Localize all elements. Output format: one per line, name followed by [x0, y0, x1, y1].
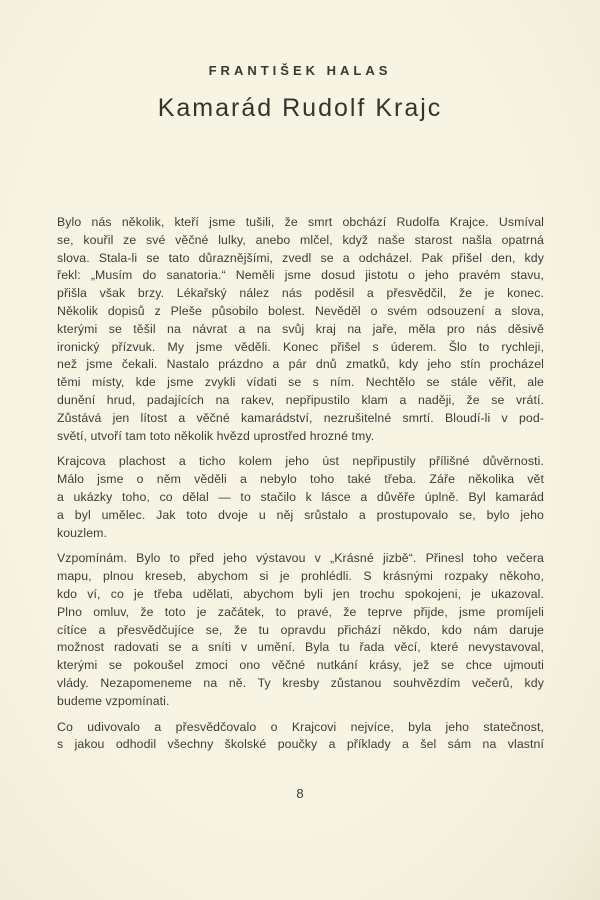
text-line: dunění hrud, padajících na rakev, nepřipustilo klam a naději, že se vrátí.: [57, 392, 544, 407]
text-line: Zůstává jen lítost a věčné kamarádství, nezrušitelné smrtí. Bloudí-li v pod-: [57, 410, 544, 425]
text-line: Několik dopisů z Pleše působilo bolest. Nevěděl o svém odsouzení a slova,: [57, 303, 544, 318]
text-line: a byl umělec. Jak toto dvoje u něj srůstalo a prostupovalo se, bylo jeho: [57, 507, 544, 522]
text-line: kouzlem.: [57, 525, 108, 540]
page-number: 8: [296, 786, 304, 801]
text-line: možnost radovati se a sníti v umění. Byla tu řada věcí, které nevystavoval,: [57, 640, 544, 655]
text-line: mapu, plnou kreseb, abychom si je prohlédli. S krásnými rozpaky někoho,: [57, 569, 544, 584]
paragraph: [57, 719, 544, 755]
page-title: Kamarád Rudolf Krajc: [157, 94, 443, 122]
text-line: Krajcova plachost a ticho kolem jeho úst nepřipustily přílišné důvěrnosti.: [57, 454, 544, 469]
text-line: ironický přízvuk. My jsme věděli. Konec přišel s úderem. Šlo to rychleji,: [57, 339, 544, 354]
text-line: světí, utvoří tam toto několik hvězd uprostřed hrozné tmy.: [57, 428, 375, 443]
author-line: FRANTIŠEK HALAS: [208, 63, 392, 78]
paragraph: [57, 453, 544, 542]
text-line: Bylo nás několik, kteří jsme tušili, že smrt obchází Rudolfa Krajce. Usmíval: [57, 215, 544, 229]
text-line: Málo jsme o něm věděli a nebylo toho také třeba. Záře několika vět: [57, 472, 544, 487]
body-text: [57, 214, 544, 762]
paragraph: [57, 550, 544, 710]
text-line: těmi místy, kde jsme zvykli vídati se s ním. Nechtělo se stále věřit, ale: [57, 375, 544, 390]
text-line: řekl: „Musím do sanatoria.“ Neměli jsme dosud jistotu o jeho pravém stavu,: [57, 268, 544, 283]
text-line: kdo ví, co je třeba udělati, abychom byli jen trochu spokojeni, je ukazoval.: [57, 586, 544, 601]
text-line: se, kouřil ze své věčné lulky, anebo mlčel, když naše starost našla opatrná: [57, 232, 544, 247]
text-line: s jakou odhodil všechny školské poučky a příklady a šel sám na vlastní: [57, 737, 544, 752]
text-line: přišla však brzy. Lékařský nález nás poděsil a přesvědčil, že je konec.: [57, 286, 544, 301]
text-line: budeme vzpomínati.: [57, 693, 170, 708]
text-line: kterými se pokoušel zmoci ono věčné nutkání krásy, jež se chce ujmouti: [57, 658, 544, 673]
text-line: slova. Stala-li se tato důraznějšími, zvedl se a odcházel. Pak přišel den, kdy: [57, 250, 544, 265]
text-line: Co udivovalo a přesvědčovalo o Krajcovi nejvíce, byla jeho statečnost,: [57, 719, 544, 734]
paragraph: [57, 214, 544, 445]
text-line: kterými se těšil na návrat a na svůj kraj na jaře, měla pro nás děsivě: [57, 321, 544, 336]
text-line: a ukázky toho, co dělal — to stačilo k lásce a důvěře úplně. Byl kamarád: [57, 489, 544, 504]
text-line: Vzpomínám. Bylo to před jeho výstavou v „Krásné jizbě“. Přinesl toho večera: [57, 551, 544, 566]
text-line: vlády. Nezapomeneme na ně. Ty kresby zůstanou souhvězdím večerů, kdy: [57, 675, 544, 690]
text-line: než jsme čekali. Nastalo prázdno a pár dnů zmatků, kdy jeho stín procházel: [57, 357, 544, 372]
text-line: cítíce a přesvědčujíce se, že tu opravdu přichází někdo, kdo nám daruje: [57, 622, 544, 637]
text-line: Plno omluv, že toto je začátek, to pravé, že teprve přijde, jsme promíjeli: [57, 604, 544, 619]
